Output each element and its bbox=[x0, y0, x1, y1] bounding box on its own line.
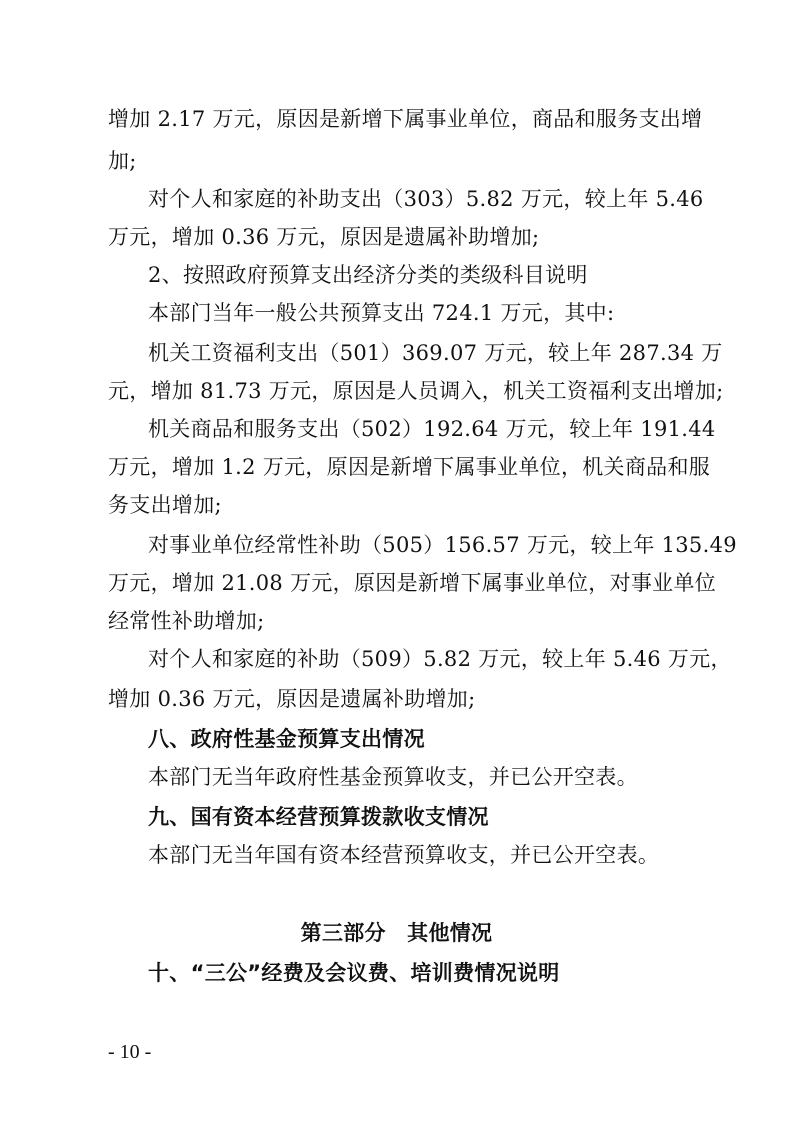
paragraph-line: 万元，增加 0.36 万元，原因是遗属补助增加; bbox=[108, 225, 540, 249]
paragraph-line: 本部门无当年政府性基金预算收支，并已公开空表。 bbox=[148, 765, 638, 789]
section-heading-9: 九、国有资本经营预算拨款收支情况 bbox=[148, 805, 489, 829]
paragraph-line: 本部门当年一般公共预算支出 724.1 万元，其中: bbox=[148, 301, 615, 325]
paragraph-line: 经常性补助增加; bbox=[108, 609, 265, 633]
paragraph-line: 万元，增加 1.2 万元，原因是新增下属事业单位，机关商品和服 bbox=[108, 455, 711, 479]
paragraph-line: 对个人和家庭的补助支出（303）5.82 万元，较上年 5.46 bbox=[148, 187, 704, 211]
paragraph-line: 机关商品和服务支出（502）192.64 万元，较上年 191.44 bbox=[148, 417, 716, 441]
page-number: - 10 - bbox=[108, 1041, 152, 1063]
section-heading-8: 八、政府性基金预算支出情况 bbox=[148, 727, 425, 751]
section-heading-10: 十、“三公”经费及会议费、培训费情况说明 bbox=[148, 961, 560, 985]
paragraph-line: 对事业单位经常性补助（505）156.57 万元，较上年 135.49 bbox=[148, 533, 737, 557]
paragraph-line: 加; bbox=[108, 149, 137, 173]
paragraph-line: 本部门无当年国有资本经营预算收支，并已公开空表。 bbox=[148, 843, 660, 867]
paragraph-line: 增加 2.17 万元，原因是新增下属事业单位，商品和服务支出增 bbox=[108, 107, 703, 131]
paragraph-line: 增加 0.36 万元，原因是遗属补助增加; bbox=[108, 687, 476, 711]
paragraph-line: 元，增加 81.73 万元，原因是人员调入，机关工资福利支出增加; bbox=[108, 379, 724, 403]
part-title: 第三部分 其他情况 bbox=[300, 921, 493, 945]
paragraph-line: 务支出增加; bbox=[108, 493, 222, 517]
paragraph-line: 2、按照政府预算支出经济分类的类级科目说明 bbox=[148, 263, 588, 287]
paragraph-line: 机关工资福利支出（501）369.07 万元，较上年 287.34 万 bbox=[148, 341, 723, 365]
paragraph-line: 万元，增加 21.08 万元，原因是新增下属事业单位，对事业单位 bbox=[108, 571, 717, 595]
paragraph-line: 对个人和家庭的补助（509）5.82 万元，较上年 5.46 万元， bbox=[148, 647, 732, 671]
